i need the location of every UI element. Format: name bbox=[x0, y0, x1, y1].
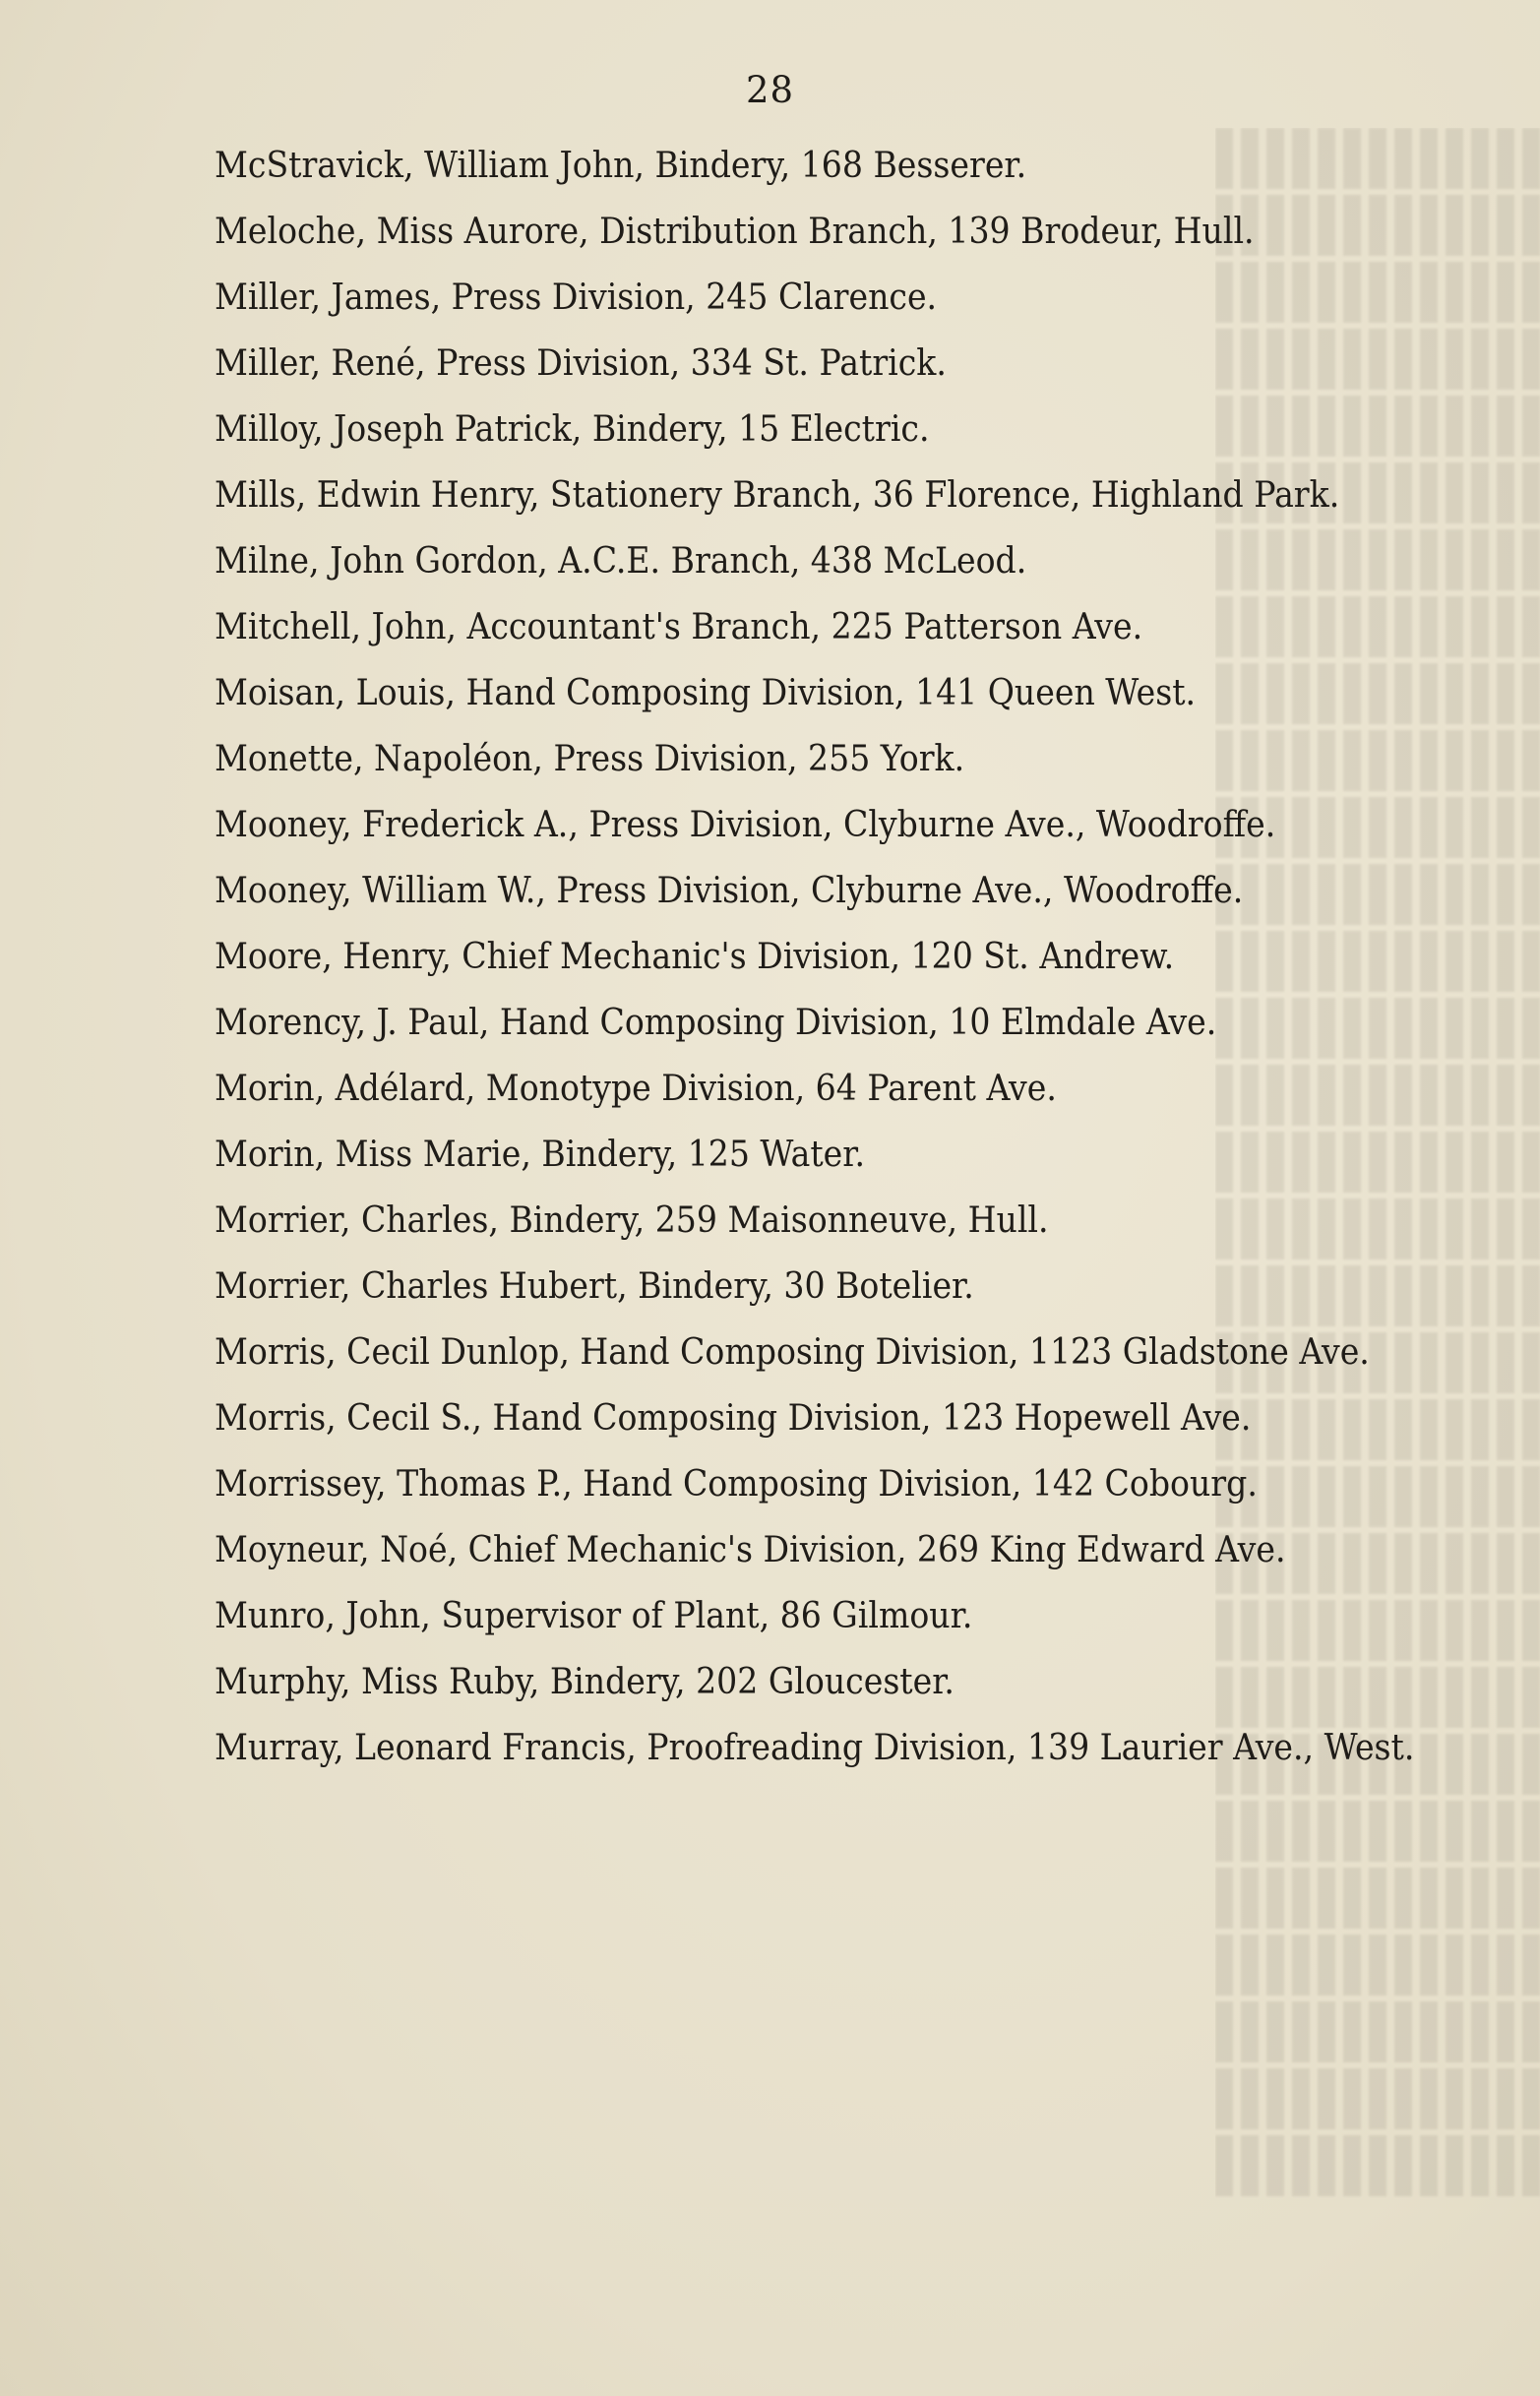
directory-entry: Morency, J. Paul, Hand Composing Division, 10 Elmdale Ave. bbox=[215, 1003, 1217, 1043]
directory-entry: Miller, James, Press Division, 245 Clarence. bbox=[215, 277, 938, 318]
directory-list bbox=[215, 146, 1415, 1794]
directory-entry: Moore, Henry, Chief Mechanic's Division, 120 St. Andrew. bbox=[215, 937, 1175, 977]
directory-entry: Moyneur, Noé, Chief Mechanic's Division, 269 King Edward Ave. bbox=[215, 1530, 1286, 1570]
directory-entry: Mills, Edwin Henry, Stationery Branch, 36 Florence, Highland Park. bbox=[215, 475, 1340, 516]
directory-entry: Monette, Napoléon, Press Division, 255 York. bbox=[215, 739, 965, 779]
directory-entry: Morin, Miss Marie, Bindery, 125 Water. bbox=[215, 1135, 865, 1175]
directory-entry: Morrissey, Thomas P., Hand Composing Division, 142 Cobourg. bbox=[215, 1464, 1258, 1505]
directory-entry: Moisan, Louis, Hand Composing Division, 141 Queen West. bbox=[215, 673, 1197, 713]
directory-entry: Miller, René, Press Division, 334 St. Patrick. bbox=[215, 343, 947, 384]
directory-entry: Meloche, Miss Aurore, Distribution Branch, 139 Brodeur, Hull. bbox=[215, 212, 1255, 252]
directory-entry: Milne, John Gordon, A.C.E. Branch, 438 McLeod. bbox=[215, 541, 1027, 582]
directory-entry: Morris, Cecil Dunlop, Hand Composing Division, 1123 Gladstone Ave. bbox=[215, 1332, 1370, 1373]
directory-entry: Morris, Cecil S., Hand Composing Division, 123 Hopewell Ave. bbox=[215, 1398, 1252, 1439]
page-number: 28 bbox=[745, 69, 795, 111]
directory-entry: Mooney, Frederick A., Press Division, Clyburne Ave., Woodroffe. bbox=[215, 805, 1276, 845]
directory-entry: Mooney, William W., Press Division, Clyburne Ave., Woodroffe. bbox=[215, 871, 1244, 911]
directory-entry: Murray, Leonard Francis, Proofreading Division, 139 Laurier Ave., West. bbox=[215, 1728, 1415, 1768]
directory-entry: Mitchell, John, Accountant's Branch, 225 Patterson Ave. bbox=[215, 607, 1143, 647]
directory-entry: Morin, Adélard, Monotype Division, 64 Parent Ave. bbox=[215, 1069, 1057, 1109]
directory-entry: Milloy, Joseph Patrick, Bindery, 15 Electric. bbox=[215, 409, 930, 450]
directory-entry: McStravick, William John, Bindery, 168 Besserer. bbox=[215, 146, 1027, 186]
directory-entry: Morrier, Charles, Bindery, 259 Maisonneuve, Hull. bbox=[215, 1200, 1049, 1241]
directory-entry: Morrier, Charles Hubert, Bindery, 30 Botelier. bbox=[215, 1266, 974, 1307]
directory-entry: Murphy, Miss Ruby, Bindery, 202 Gloucester. bbox=[215, 1662, 955, 1702]
directory-entry: Munro, John, Supervisor of Plant, 86 Gilmour. bbox=[215, 1596, 973, 1636]
